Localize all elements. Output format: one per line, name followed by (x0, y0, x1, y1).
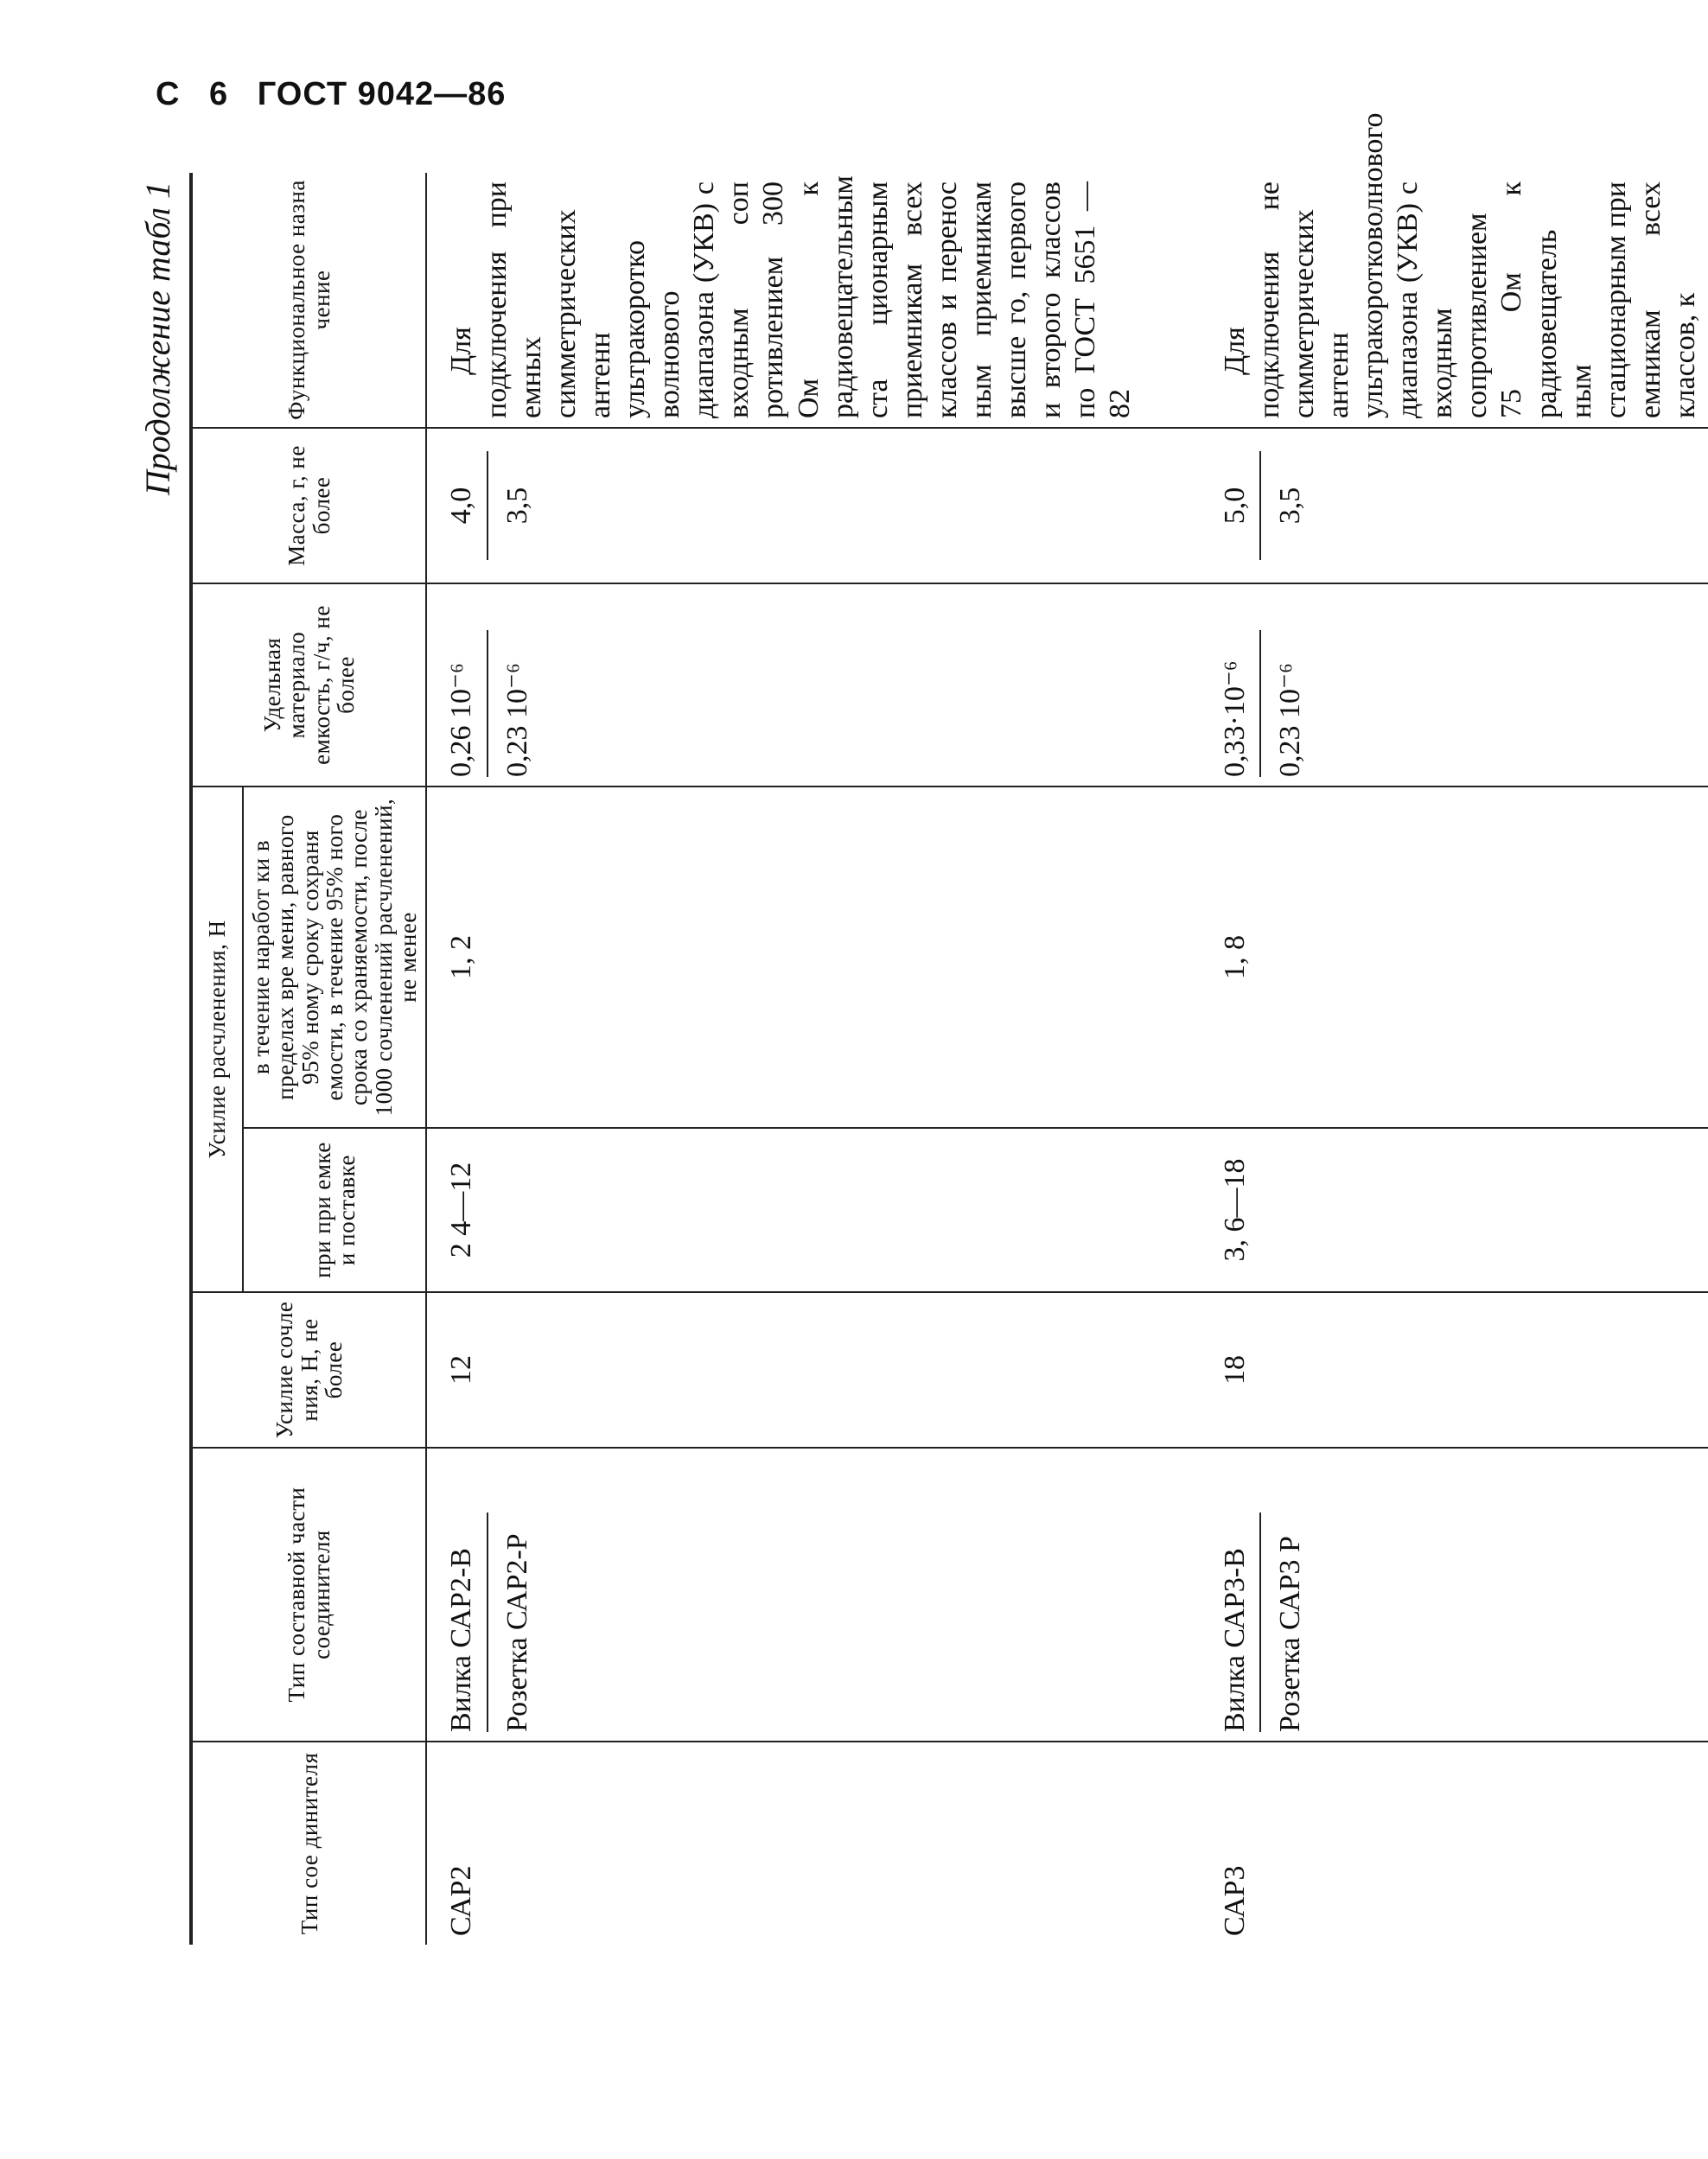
row-part-bottom: Розетка САР2-Р (500, 1533, 533, 1732)
table-row (1201, 173, 1708, 1945)
row-part-cell (426, 1448, 1143, 1742)
row-part-top: Вилка САР2-В (444, 1513, 488, 1732)
row-function-text: Для подключения не симметрических антенн ультракоротковолнового диапазона (УКВ) с входным сопротивлением 75 Ом к радиовещатель ным стационарным при емникам всех классов, к (1218, 112, 1702, 418)
col-header-unmating-force: Усилие расчленения, Н (191, 787, 243, 1292)
table-caption: Продолжение табл 1 (138, 182, 177, 496)
row-material-bottom: 0,23 10⁻⁶ (1273, 663, 1306, 777)
col-header-function: Функциональное назна чение (191, 173, 426, 428)
row-part-bottom: Розетка САР3 Р (1273, 1536, 1306, 1732)
row-type: САР3 (1218, 1865, 1251, 1936)
row-part-cell (1201, 1448, 1708, 1742)
row-part-top: Вилка САР3-В (1218, 1513, 1261, 1732)
row-during-life: 1, 8 (1201, 787, 1708, 1128)
row-material-cell (426, 583, 1143, 787)
row-material-top: 0,26 10⁻⁶ (444, 630, 488, 777)
row-function-text: Для подключения при емных симметрических антенн ультракоротко волнового диапазона (УКВ) с входным соп ротивлением 300 Ом к радиовещательным ста ционарным приемникам всех классов и перенос ным приемникам высше го, первого и второго классов по ГОСТ 5651 —82 (445, 175, 1137, 418)
header-standard: ГОСТ 9042—86 (257, 76, 507, 112)
row-mating-force: 18 (1201, 1292, 1708, 1448)
col-header-at-acceptance: при при емке и поставке (243, 1128, 426, 1292)
col-header-mating-force: Усилие сочле ния, Н, не более (191, 1292, 426, 1448)
row-function (426, 173, 1143, 428)
col-header-during-life: в течение наработ ки в пределах вре мени, равного 95% ному сроку сохраня емости, в течение 95% ного срока со храняемости, после 1000 сочленений расчленений, не менее (243, 787, 426, 1128)
row-mass-bottom: 3,5 (500, 487, 533, 525)
row-mass-cell (1201, 428, 1708, 583)
table-row (426, 173, 1143, 1945)
row-function (1201, 112, 1708, 428)
col-header-mass: Масса, г, не более (191, 428, 426, 583)
row-mating-force: 12 (426, 1292, 1143, 1448)
header-page-number: 6 (209, 76, 229, 112)
header-prefix: С (156, 76, 181, 112)
col-header-part-type: Тип составной части соединителя (191, 1448, 426, 1742)
row-gap (1144, 173, 1201, 1945)
row-material-cell (1201, 583, 1708, 787)
row-mass-bottom: 3,5 (1273, 487, 1306, 525)
row-mass-top: 5,0 (1218, 451, 1261, 560)
row-type-cell (1201, 1742, 1708, 1945)
col-header-type: Тип сое динителя (191, 1742, 426, 1945)
row-during-life: 1, 2 (426, 787, 1143, 1128)
rotated-table-block (138, 112, 1702, 1945)
connector-table (189, 112, 1708, 1945)
row-at-acceptance: 3, 6—18 (1201, 1128, 1708, 1292)
col-header-material-capacity: Удельная материало емкость, г/ч, не более (191, 583, 426, 787)
row-at-acceptance: 2 4—12 (426, 1128, 1143, 1292)
row-type: САР2 (445, 1865, 478, 1936)
page-header (156, 76, 525, 113)
row-mass-cell (426, 428, 1143, 583)
row-material-bottom: 0,23 10⁻⁶ (500, 663, 533, 777)
row-type-cell (426, 1742, 1143, 1945)
row-mass-top: 4,0 (444, 451, 488, 560)
row-material-top: 0,33·10⁻⁶ (1218, 630, 1261, 777)
